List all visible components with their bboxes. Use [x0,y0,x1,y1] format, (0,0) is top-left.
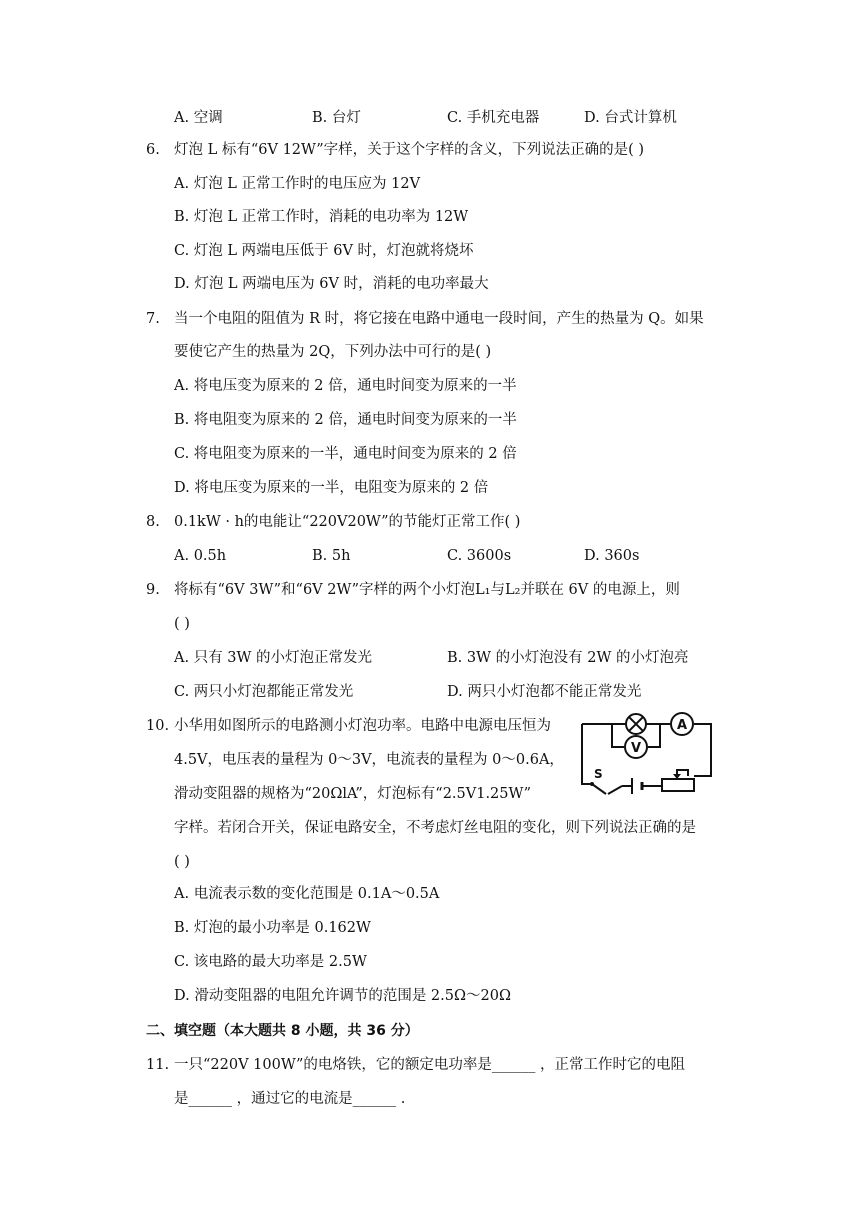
q6-number: 6. [146,142,160,158]
q5-option-a: A. 空调 [174,110,223,126]
section-title-fill-in: 二、填空题（本大题共 8 小题，共 36 分） [146,1023,419,1039]
q10-option-c: C. 该电路的最大功率是 2.5W [174,954,367,970]
q9-stem-line1: 将标有“6V 3W”和“6V 2W”字样的两个小灯泡L₁与L₂并联在 6V 的电源上，则 [174,582,680,598]
q10-option-a: A. 电流表示数的变化范围是 0.1A～0.5A [174,886,440,902]
q11-stem-line2: 是______ ，通过它的电流是______ . [174,1091,406,1107]
q5-option-d: D. 台式计算机 [584,110,677,126]
q7-stem-line1: 当一个电阻的阻值为 R 时，将它接在电路中通电一段时间，产生的热量为 Q。如果 [174,311,704,327]
q8-option-a: A. 0.5h [174,548,227,564]
q8-stem: 0.1kW · h的电能让“220V20W”的节能灯正常工作( ) [174,514,521,530]
q10-stem-line5: ( ) [174,854,190,870]
q9-option-d: D. 两只小灯泡都不能正常发光 [447,684,642,700]
q9-option-c: C. 两只小灯泡都能正常发光 [174,684,354,700]
circuit-diagram [578,708,716,798]
voltmeter-label: V [630,741,642,756]
q6-option-c: C. 灯泡 L 两端电压低于 6V 时，灯泡就将烧坏 [174,243,474,259]
q6-option-a: A. 灯泡 L 正常工作时的电压应为 12V [174,176,421,192]
q9-stem-line2: ( ) [174,616,190,632]
q10-stem-line1: 小华用如图所示的电路测小灯泡功率。电路中电源电压恒为 [174,718,551,734]
q9-option-b: B. 3W 的小灯泡没有 2W 的小灯泡亮 [447,650,689,666]
q7-option-b: B. 将电阻变为原来的 2 倍，通电时间变为原来的一半 [174,412,517,428]
q7-stem-line2: 要使它产生的热量为 2Q，下列办法中可行的是( ) [174,344,492,360]
q10-option-b: B. 灯泡的最小功率是 0.162W [174,920,371,936]
q7-option-c: C. 将电阻变为原来的一半，通电时间变为原来的 2 倍 [174,446,517,462]
q11-stem-line1: 一只“220V 100W”的电烙铁，它的额定电功率是______ ，正常工作时它的电阻 [174,1057,686,1073]
battery-icon [632,778,642,794]
q11-number: 11. [146,1057,170,1073]
q8-option-d: D. 360s [584,548,640,564]
lamp-icon [626,714,646,734]
q10-stem-line3: 滑动变阻器的规格为“20ΩlA”，灯泡标有“2.5V1.25W” [174,786,532,802]
q8-option-c: C. 3600s [447,548,512,564]
q7-number: 7. [146,311,160,327]
q9-option-a: A. 只有 3W 的小灯泡正常发光 [174,650,373,666]
q7-option-a: A. 将电压变为原来的 2 倍，通电时间变为原来的一半 [174,378,517,394]
q6-stem: 灯泡 L 标有“6V 12W”字样，关于这个字样的含义，下列说法正确的是( ) [174,142,645,158]
rheostat-icon [662,770,694,791]
ammeter-label: A [676,718,688,733]
q5-option-b: B. 台灯 [312,110,361,126]
q8-option-b: B. 5h [312,548,351,564]
q9-number: 9. [146,582,160,598]
q10-number: 10. [146,718,170,734]
ammeter-icon [671,713,693,735]
q10-option-d: D. 滑动变阻器的电阻允许调节的范围是 2.5Ω～20Ω [174,988,511,1004]
q8-number: 8. [146,514,160,530]
switch-icon [590,767,622,794]
voltmeter-icon [625,736,647,758]
q6-option-d: D. 灯泡 L 两端电压为 6V 时，消耗的电功率最大 [174,276,489,292]
q10-stem-line4: 字样。若闭合开关，保证电路安全，不考虑灯丝电阻的变化，则下列说法正确的是 [174,820,696,836]
q7-option-d: D. 将电压变为原来的一半，电阻变为原来的 2 倍 [174,480,489,496]
switch-label: S [594,767,603,781]
q5-option-c: C. 手机充电器 [447,110,540,126]
q10-stem-line2: 4.5V，电压表的量程为 0～3V，电流表的量程为 0～0.6A， [174,752,564,768]
q6-option-b: B. 灯泡 L 正常工作时，消耗的电功率为 12W [174,209,469,225]
